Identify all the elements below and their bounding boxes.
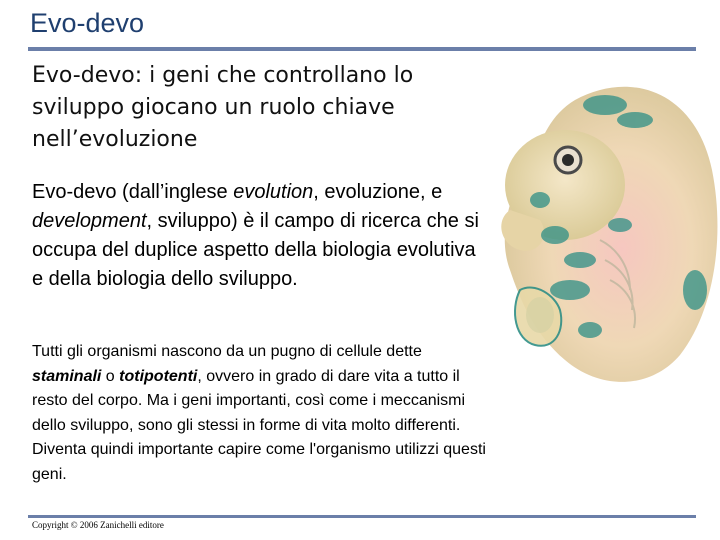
slide-subtitle: Evo-devo: i geni che controllano lo sviluppo giocano un ruolo chiave nell’evoluzione [32, 63, 414, 152]
definition-text-2: , evoluzione, e [313, 181, 443, 203]
stem-text-2: o [101, 367, 120, 385]
stem-cells-paragraph [32, 340, 487, 487]
definition-text-3: , sviluppo) è il campo di ricerca che si occupa del duplice aspetto della biologia evolutiva e della biologia dello sviluppo. [32, 210, 479, 290]
footer-divider [28, 515, 696, 518]
term-development: development [32, 210, 147, 232]
term-totipotenti: totipotenti [119, 367, 198, 385]
stem-text-1: Tutti gli organismi nascono da un pugno di cellule dette [32, 343, 422, 360]
definition-paragraph [32, 178, 482, 294]
term-evo-devo: Evo-devo [32, 181, 117, 203]
embryo-photo-icon [480, 60, 720, 390]
term-staminali: staminali [32, 367, 102, 385]
slide-title: Evo-devo [30, 8, 145, 38]
stem-text-3: , ovvero in grado di dare vita a tutto il resto del corpo. Ma i geni importanti, così come i meccanismi dello sviluppo, sono gli stessi in forme di vita molto differenti. Diventa quindi importante capire come l'organismo utilizzi questi geni. [32, 367, 486, 483]
title-divider [28, 47, 696, 51]
copyright-notice: Copyright © 2006 Zanichelli editore [32, 520, 164, 530]
definition-text-1: (dall’inglese [116, 181, 234, 203]
term-evolution: evolution [233, 181, 314, 203]
